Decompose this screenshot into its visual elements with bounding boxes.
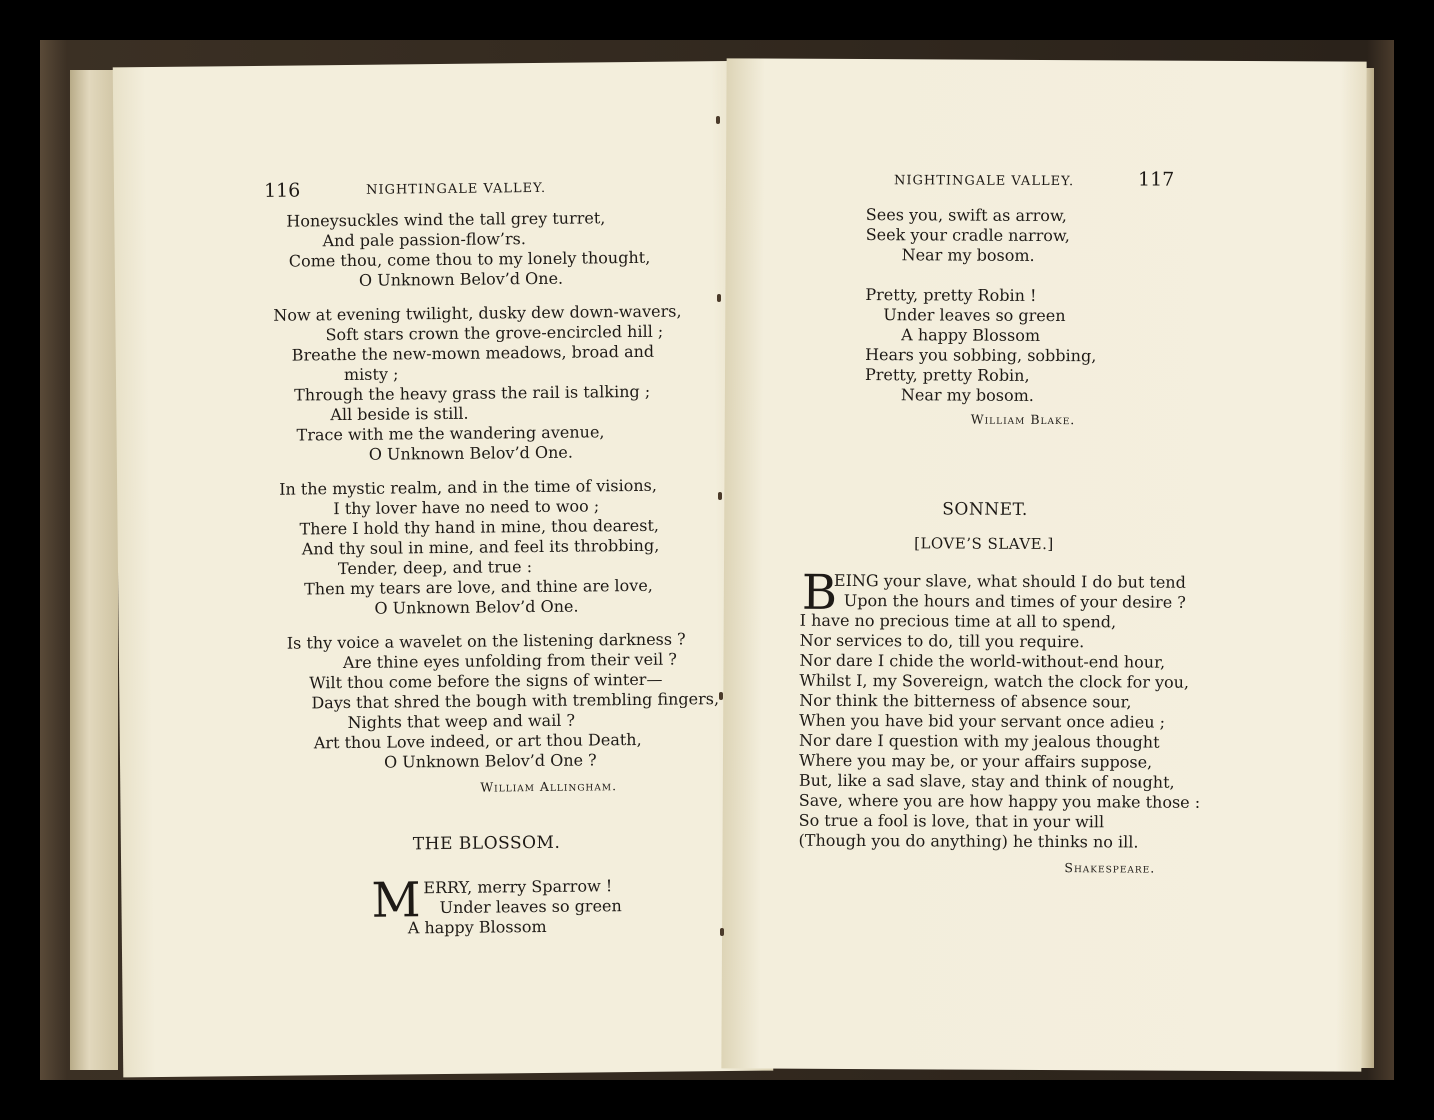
poem-line: Come thou, come thou to my lonely thought,	[288, 247, 651, 271]
poem-line: A happy Blossom	[901, 325, 1041, 345]
binding-stitch	[717, 294, 721, 302]
book	[40, 40, 1394, 1080]
poem-line: Sees you, swift as arrow,	[865, 205, 1067, 226]
poem-line: Honeysuckles wind the tall grey turret,	[286, 208, 606, 231]
poem-line: O Unknown Belov’d One.	[374, 596, 579, 618]
sonnet-line: Save, where you are how happy you make those :	[798, 790, 1201, 812]
poem-line: A happy Blossom	[407, 916, 547, 938]
left-page	[113, 61, 774, 1078]
poem-line: And thy soul in mine, and feel its throbbing,	[301, 535, 660, 559]
running-head: NIGHTINGALE VALLEY.	[893, 173, 1075, 190]
sonnet-line: Nor dare I chide the world-without-end hour,	[799, 650, 1166, 672]
poem-line: Near my bosom.	[900, 385, 1034, 405]
poem-line: Near my bosom.	[901, 245, 1035, 265]
sonnet-line: Nor dare I question with my jealous thought	[799, 730, 1160, 752]
sonnet-line: Nor services to do, till you require.	[799, 630, 1085, 652]
sonnet-line: Where you may be, or your affairs suppose,	[798, 750, 1153, 772]
poem-line: And pale passion-flow’rs.	[322, 229, 526, 251]
binding-stitch	[719, 692, 723, 700]
attribution: William Blake.	[970, 411, 1076, 428]
poem-line: ERRY, merry Sparrow !	[423, 876, 613, 898]
sonnet-line: I have no precious time at all to spend,	[799, 610, 1117, 632]
poem-line: Tender, deep, and true :	[337, 557, 533, 579]
poem-line: Is thy voice a wavelet on the listening darkness ?	[286, 629, 686, 653]
binding-stitch	[716, 116, 720, 124]
poem-line: Breathe the new-mown meadows, broad and	[291, 341, 655, 365]
poem-line: I thy lover have no need to woo ;	[333, 496, 600, 519]
attribution: Shakespeare.	[1064, 860, 1156, 876]
sonnet-line: Nor think the bitterness of absence sour,	[799, 690, 1132, 712]
sonnet-line: EING your slave, what should I do but tend	[833, 570, 1186, 592]
poem-line: Pretty, pretty Robin,	[864, 365, 1030, 385]
page-number: 117	[1137, 168, 1175, 191]
poem-title: THE BLOSSOM.	[412, 832, 561, 855]
page-edges-left	[70, 70, 118, 1070]
poem-line: Under leaves so green	[439, 896, 622, 918]
binding-stitch	[718, 492, 722, 500]
poem-line: There I hold thy hand in mine, thou dearest,	[299, 515, 660, 539]
sonnet-line: When you have bid your servant once adieu ;	[799, 710, 1166, 732]
poem-line: Trace with me the wandering avenue,	[296, 422, 605, 445]
poem-line: O Unknown Belov’d One ?	[383, 750, 597, 772]
sonnet-line: But, like a sad slave, stay and think of nought,	[798, 770, 1175, 792]
sonnet-line: Upon the hours and times of your desire ?	[843, 590, 1186, 612]
binding-stitch	[720, 928, 724, 936]
page-number: 116	[263, 179, 301, 202]
poem-subtitle: [LOVE’S SLAVE.]	[914, 534, 1054, 554]
poem-line: O Unknown Belov’d One.	[358, 268, 564, 290]
poem-line: Hears you sobbing, sobbing,	[865, 345, 1097, 366]
poem-line: Art thou Love indeed, or art thou Death,	[313, 729, 642, 753]
poem-line: Through the heavy grass the rail is talking ;	[294, 381, 651, 405]
poem-line: Nights that weep and wail ?	[347, 710, 576, 733]
sonnet-line: So true a fool is love, that in your will	[798, 810, 1105, 832]
running-head: NIGHTINGALE VALLEY.	[365, 180, 547, 198]
poem-line: Are thine eyes unfolding from their veil ?	[342, 649, 677, 673]
poem-line: O Unknown Belov’d One.	[368, 442, 574, 464]
poem-line: Seek your cradle narrow,	[865, 225, 1070, 246]
poem-line: Then my tears are love, and thine are love,	[304, 575, 653, 599]
poem-line: Now at evening twilight, dusky dew down-wavers,	[273, 301, 682, 325]
right-page	[721, 58, 1366, 1071]
sonnet-line: Whilst I, my Sovereign, watch the clock for you,	[799, 670, 1190, 692]
poem-line: In the mystic realm, and in the time of visions,	[279, 475, 657, 499]
poem-line: Wilt thou come before the signs of winter—	[309, 669, 663, 693]
poem-line: Soft stars crown the grove-encircled hill ;	[325, 321, 664, 345]
poem-line: Under leaves so green	[883, 305, 1066, 326]
poem-line: Days that shred the bough with trembling fingers,	[311, 689, 720, 713]
drop-cap: M	[371, 872, 421, 929]
poem-line: Pretty, pretty Robin !	[865, 285, 1037, 305]
poem-line: misty ;	[343, 364, 399, 385]
attribution: William Allingham.	[480, 778, 618, 795]
poem-title: SONNET.	[942, 499, 1028, 520]
poem-line: All beside is still.	[330, 403, 469, 425]
drop-cap: B	[801, 564, 838, 621]
sonnet-line: (Though you do anything) he thinks no ill.	[798, 830, 1139, 852]
